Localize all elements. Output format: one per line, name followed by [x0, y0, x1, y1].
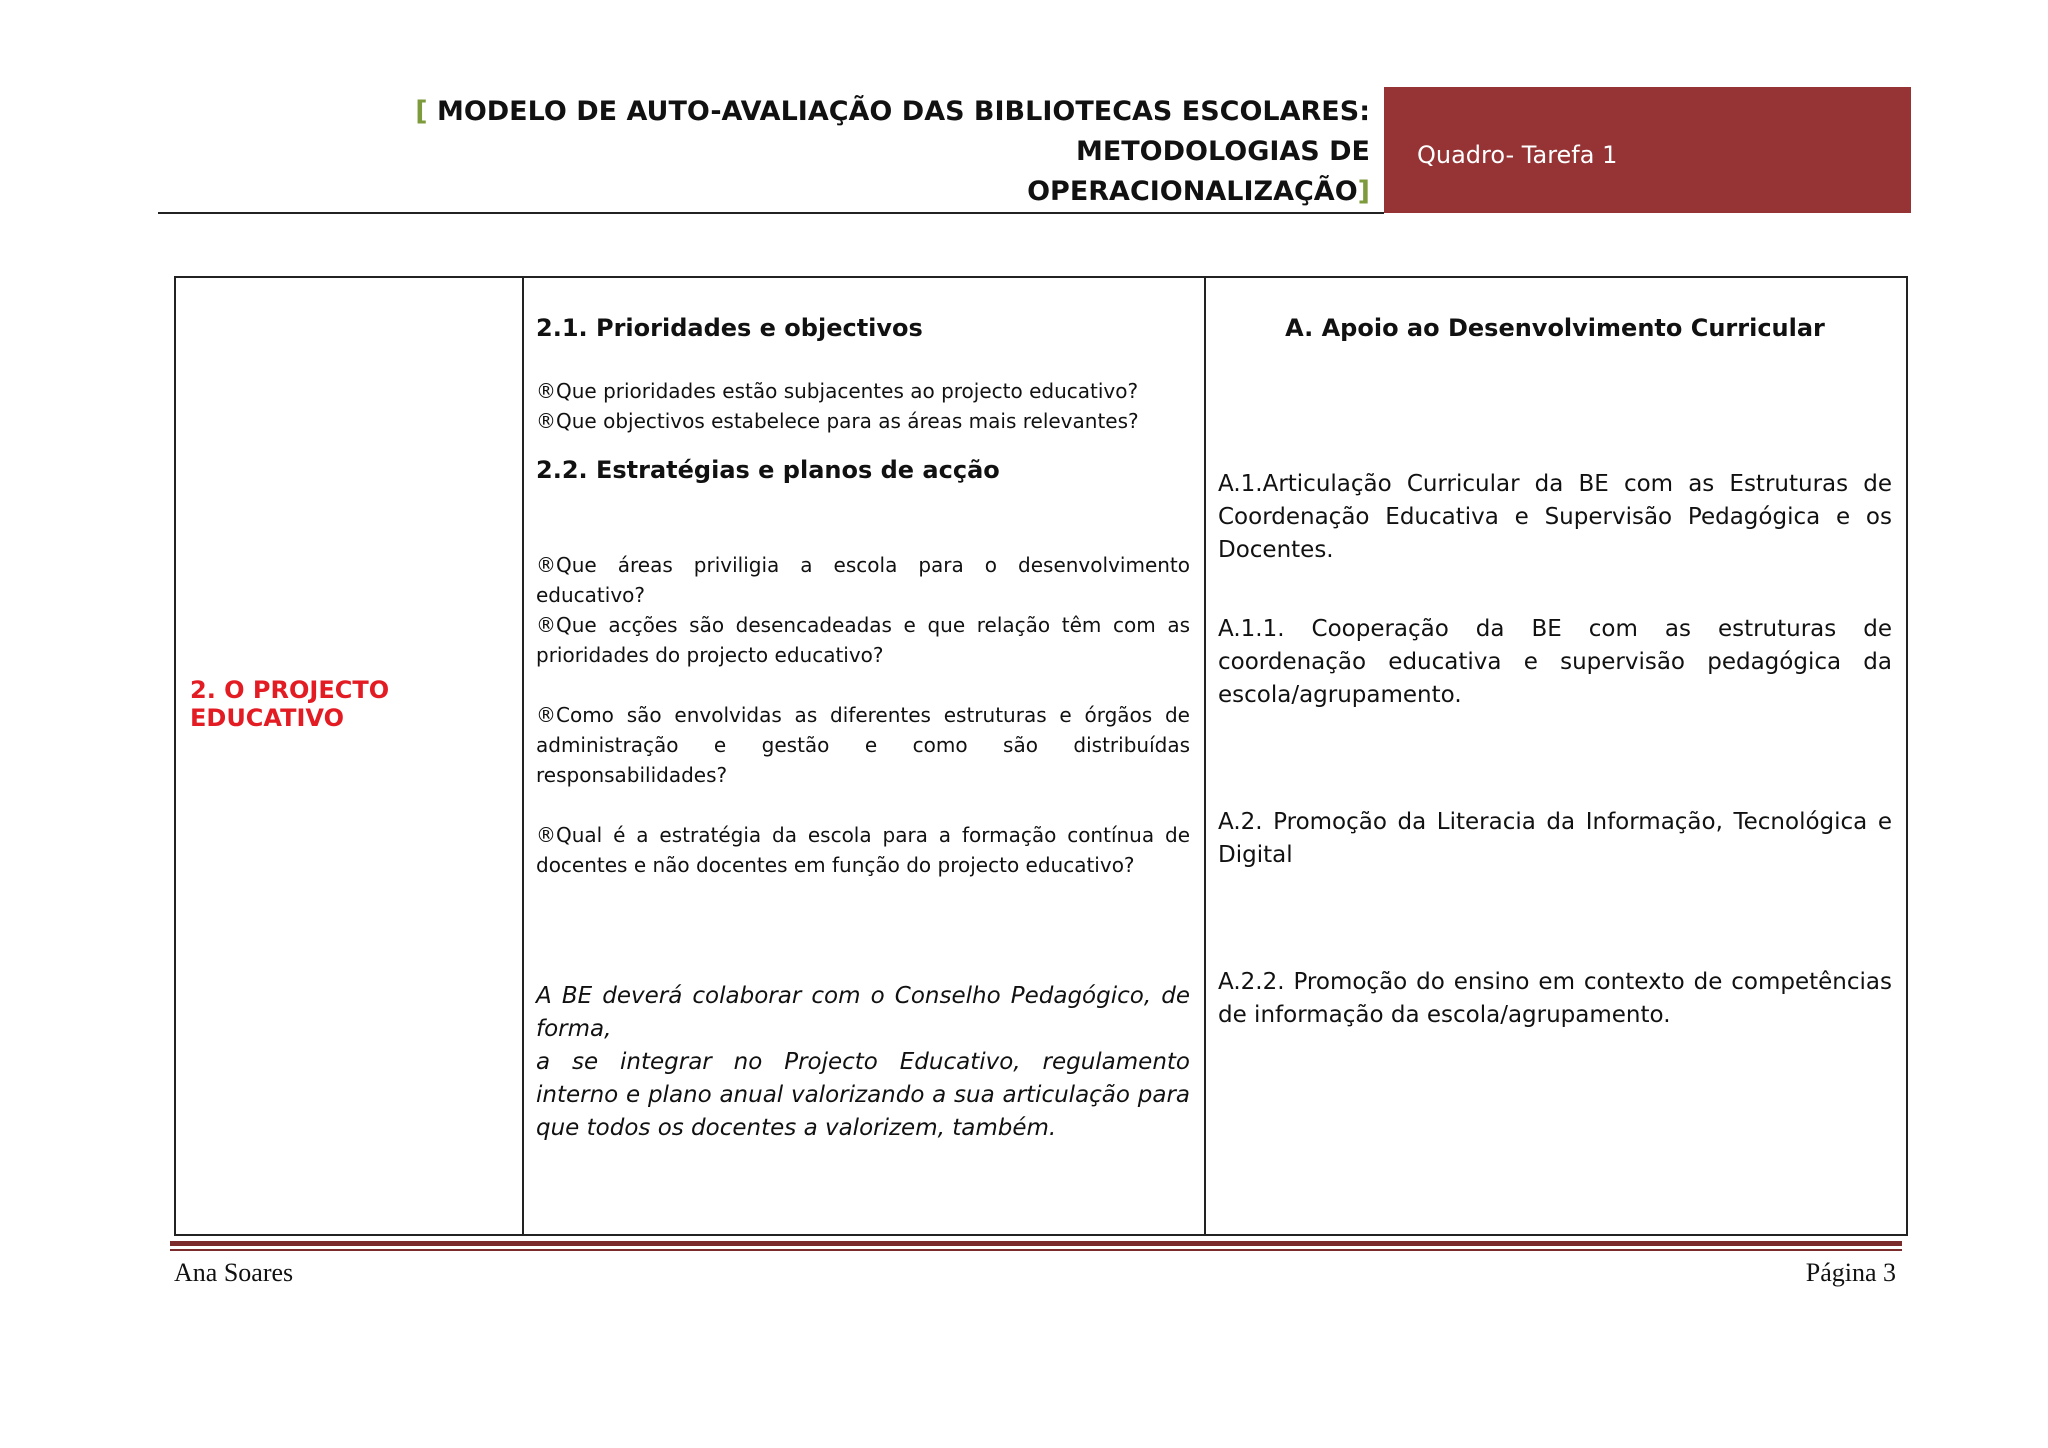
document-header-title [300, 92, 1370, 212]
bracket-close: ] [1357, 176, 1370, 207]
header-box-label: Quadro- Tarefa 1 [1417, 141, 1618, 169]
table-row [175, 277, 1907, 1235]
section-title: 2. O PROJECTO EDUCATIVO [190, 676, 390, 732]
header-title-line1 [300, 92, 1370, 172]
domain-a1: A.1.Articulação Curricular da BE com as Estruturas de Coordenação Educativa e Supervisão Pedagógica e os Docentes. [1218, 471, 1892, 563]
domain-a2-2: A.2.2. Promoção do ensino em contexto de competências de informação da escola/agrupamento. [1218, 969, 1892, 1028]
footer-author: Ana Soares [174, 1258, 294, 1287]
domain-a2: A.2. Promoção da Literacia da Informação, Tecnológica e Digital [1218, 809, 1892, 868]
content-table [174, 276, 1908, 1236]
heading-prioridades: 2.1. Prioridades e objectivos [536, 314, 923, 342]
domains-cell [1205, 277, 1907, 1235]
footer-divider-thick [170, 1241, 1902, 1246]
question-1: ®Que prioridades estão subjacentes ao projecto educativo? [536, 379, 1139, 403]
header-title-line2 [300, 172, 1370, 212]
questions-cell [523, 277, 1205, 1235]
domain-a1-1: A.1.1. Cooperação da BE com as estruturas de coordenação educativa e supervisão pedagógica da escola/agrupamento. [1218, 616, 1892, 708]
note-line-2: a se integrar no Projecto Educativo, regulamento interno e plano anual valorizando a sua articulação para que todos os docentes a valorizem, também. [536, 1049, 1190, 1141]
footer-page-number: Página 3 [1805, 1258, 1896, 1287]
footer-divider-thin [170, 1249, 1902, 1251]
heading-apoio: A. Apoio ao Desenvolvimento Curricular [1285, 314, 1825, 342]
header-label-box [1384, 87, 1911, 213]
question-2: ®Que objectivos estabelece para as áreas mais relevantes? [536, 409, 1139, 433]
question-4: ®Que acções são desencadeadas e que relação têm com as prioridades do projecto educativo? [536, 613, 1190, 667]
question-5: ®Como são envolvidas as diferentes estruturas e órgãos de administração e gestão e como são distribuídas responsabilidades? [536, 703, 1190, 787]
header-divider [158, 212, 1384, 214]
section-cell [175, 277, 523, 1235]
title-line2-text: OPERACIONALIZAÇÃO [1027, 176, 1358, 207]
question-3: ®Que áreas priviligia a escola para o desenvolvimento educativo? [536, 553, 1190, 607]
note-line-1: A BE deverá colaborar com o Conselho Pedagógico, de forma, [536, 983, 1190, 1042]
title-line1-text: MODELO DE AUTO-AVALIAÇÃO DAS BIBLIOTECAS ESCOLARES: METODOLOGIAS DE [436, 96, 1370, 167]
question-6: ®Qual é a estratégia da escola para a formação contínua de docentes e não docentes em função do projecto educativo? [536, 823, 1190, 877]
heading-estrategias: 2.2. Estratégias e planos de acção [536, 456, 1000, 484]
bracket-open: [ [415, 96, 428, 127]
